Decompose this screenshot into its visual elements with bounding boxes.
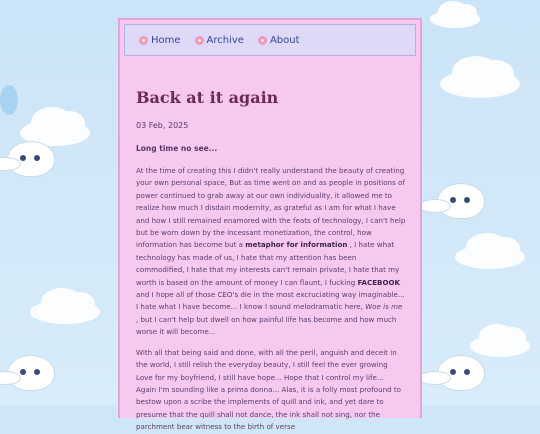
paragraph-text: At the time of creating this I didn't really understand the beauty of creating your own personal space, But as time went on and as people in positions of power continued to grab away at our own individuality, it allowed me to realize how much I disdain modernity, as grateful as I am for what I have and how I still remained enamored with the feats of technology, I can't help but be worn down by the incessant monetization, the control, how information has become but a <box>136 166 406 250</box>
cloud-decoration <box>430 10 480 28</box>
nav-archive-link[interactable] <box>195 35 244 46</box>
post-title: Back at it again <box>136 88 279 107</box>
bunny-mascot-icon <box>8 356 54 390</box>
nav-archive-label: Archive <box>206 34 244 46</box>
post-paragraph <box>136 165 406 339</box>
bold-text: FACEBOOK <box>357 277 401 287</box>
nav-home-link[interactable] <box>139 35 181 46</box>
nav-home-label: Home <box>151 34 181 46</box>
cloud-decoration <box>470 335 530 357</box>
nav-about-link[interactable] <box>258 35 300 46</box>
paragraph-text: , but I can't help but dwell on how painful life has become and how much worse it will become... <box>136 314 397 337</box>
post-paragraph: With all that being said and done, with all the peril, anguish and deceit in the world, I still relish the everyday beauty, I still feel the ever growing Love for my boyfriend, I still have hope... Hope that I control my life... Again I'm sounding like a prima donna... Alas, it is a folly most profound to bestow upon a scribe the implements of quill and ink, and yet dare to presume that the quill shall not dance, the ink shall not sing, nor the parchment bear witness to the birth of verse <box>136 347 401 432</box>
bunny-mascot-icon <box>438 184 484 218</box>
nav-about-label: About <box>269 34 300 46</box>
paragraph-text: , I hate what technology has made of us, I hate that my attention has been commodified, I hate that my interests can't remain private, I hate that my worth is based on the amount of money I can flaunt, I fucking <box>136 240 400 287</box>
flower-icon <box>195 36 204 45</box>
post-date: 03 Feb, 2025 <box>136 121 189 130</box>
bold-text: metaphor for information <box>245 240 348 250</box>
cloud-decoration <box>440 70 520 98</box>
top-navigation <box>124 24 416 56</box>
cloud-decoration <box>30 300 100 324</box>
flower-icon <box>139 36 148 45</box>
cloud-decoration <box>455 245 525 269</box>
blog-page <box>118 18 422 432</box>
post-subheading: Long time no see... <box>136 144 218 153</box>
flower-icon <box>258 36 267 45</box>
bunny-mascot-icon <box>438 356 484 390</box>
paragraph-text: and I hope all of those CEO's die in the most excruciating way imaginable... I hate what I have become... I know I sound melodramatic here, <box>136 290 405 312</box>
bunny-mascot-icon <box>8 142 54 176</box>
italic-text: Woe is me <box>365 302 403 312</box>
blog-post <box>120 56 420 434</box>
balloon-icon <box>0 85 18 115</box>
